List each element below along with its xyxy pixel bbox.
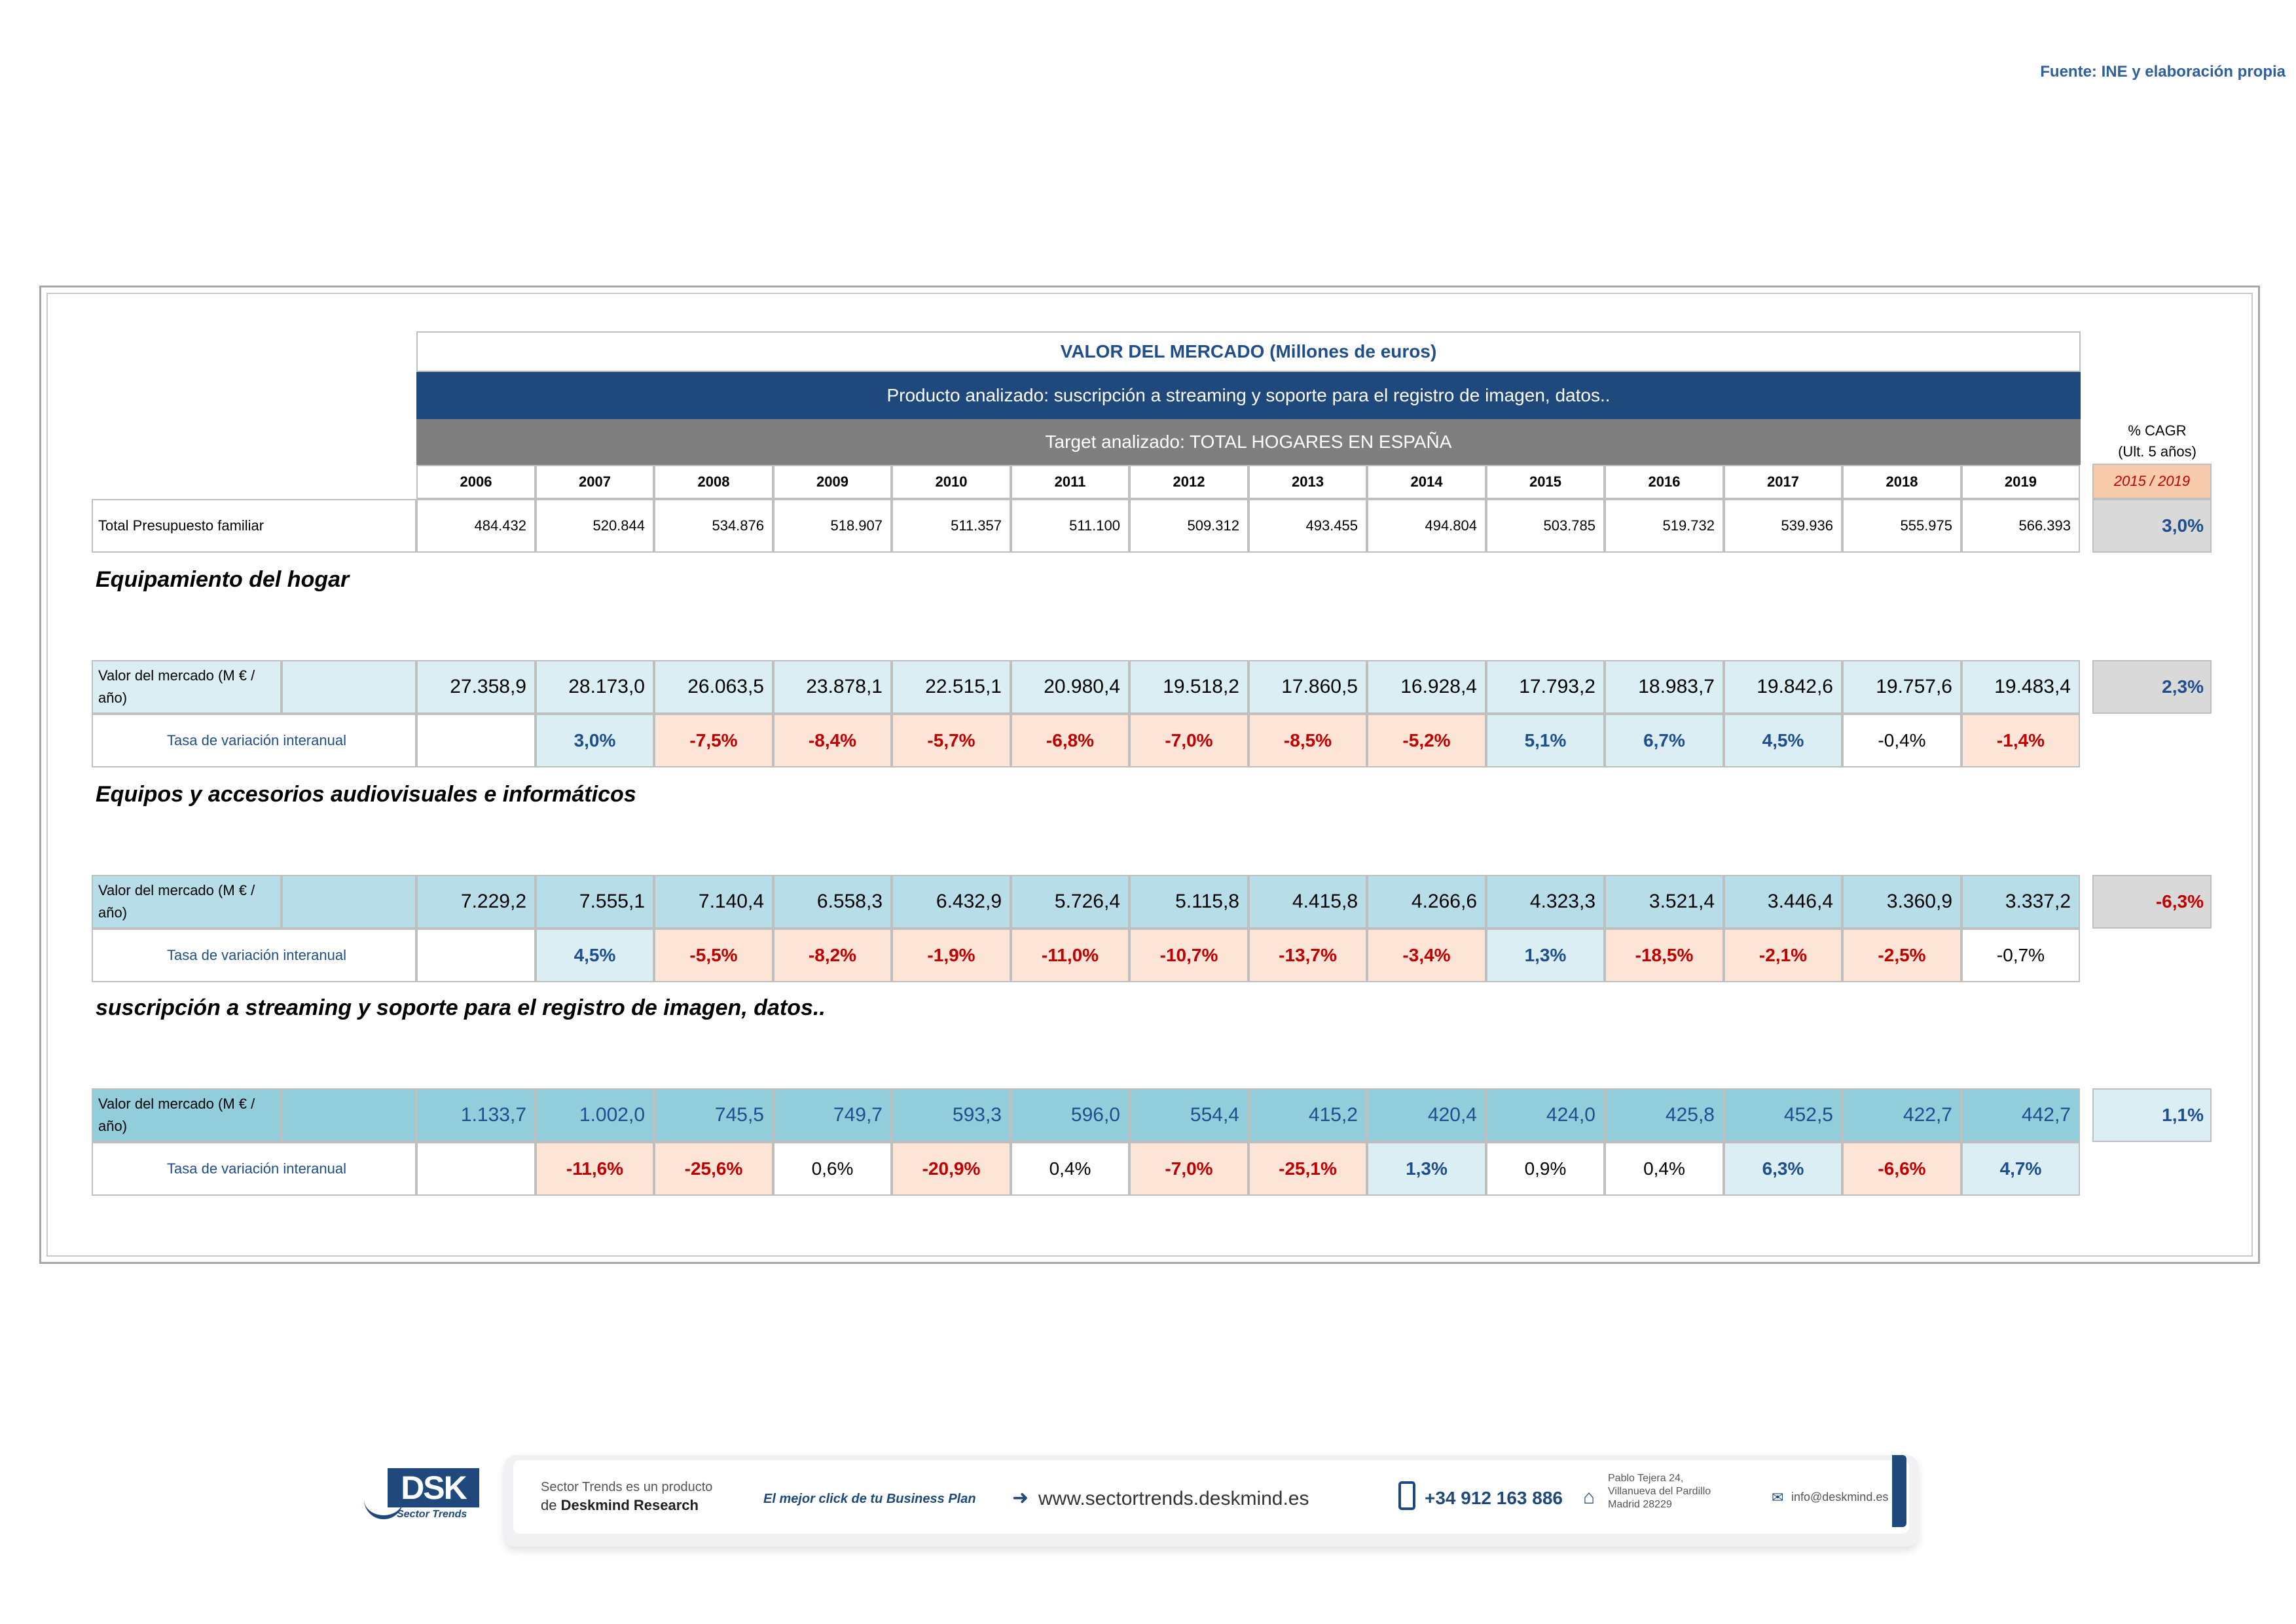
- variation-rate: -18,5%: [1605, 929, 1724, 982]
- phone-number: +34 912 163 886: [1425, 1488, 1563, 1508]
- market-value: 7.140,4: [654, 875, 773, 929]
- dsk-logo: [364, 1468, 495, 1534]
- variation-rate: -8,5%: [1248, 714, 1367, 767]
- market-value-label-pad: [282, 875, 416, 929]
- section-title: suscripción a streaming y soporte para el registro de imagen, datos..: [96, 995, 826, 1020]
- market-value: 452,5: [1724, 1088, 1842, 1142]
- logo-subtitle: Sector Trends: [397, 1509, 467, 1520]
- year-header: 2016: [1605, 465, 1724, 499]
- product-line-prefix: de: [541, 1497, 557, 1513]
- variation-rate: 0,4%: [1605, 1142, 1724, 1196]
- market-value-label-pad: [282, 1088, 416, 1142]
- market-value: 7.555,1: [536, 875, 654, 929]
- variation-rate: -7,0%: [1129, 1142, 1248, 1196]
- source-note: Fuente: INE y elaboración propia: [2040, 63, 2286, 81]
- variation-rate: -5,7%: [892, 714, 1011, 767]
- year-header: 2017: [1724, 465, 1842, 499]
- year-header: 2009: [773, 465, 892, 499]
- market-cagr: 1,1%: [2092, 1088, 2212, 1142]
- market-value: 554,4: [1129, 1088, 1248, 1142]
- market-value: 3.337,2: [1961, 875, 2080, 929]
- year-header: 2015: [1486, 465, 1605, 499]
- market-value: 6.432,9: [892, 875, 1011, 929]
- section-title: Equipos y accesorios audiovisuales e informáticos: [96, 782, 636, 807]
- address-line-1: Pablo Tejera 24,: [1608, 1473, 1684, 1484]
- product-line-1: Sector Trends es un producto: [541, 1480, 713, 1494]
- variation-rate: -5,5%: [654, 929, 773, 982]
- website-icon: ➜: [1012, 1487, 1029, 1509]
- market-value: 4.415,8: [1248, 875, 1367, 929]
- variation-rate: -6,8%: [1011, 714, 1129, 767]
- cagr-header: [2092, 420, 2222, 462]
- budget-value: 503.785: [1486, 499, 1605, 553]
- variation-rate: -20,9%: [892, 1142, 1011, 1196]
- year-header: 2013: [1248, 465, 1367, 499]
- market-value: 442,7: [1961, 1088, 2080, 1142]
- year-header: 2006: [416, 465, 536, 499]
- variation-rate: -7,0%: [1129, 714, 1248, 767]
- market-cagr: 2,3%: [2092, 660, 2212, 714]
- variation-rate: -25,6%: [654, 1142, 773, 1196]
- variation-rate: -11,6%: [536, 1142, 654, 1196]
- market-value: 17.860,5: [1248, 660, 1367, 714]
- market-value: 1.133,7: [416, 1088, 536, 1142]
- variation-rate: 1,3%: [1367, 1142, 1486, 1196]
- variation-rate: 4,5%: [536, 929, 654, 982]
- variation-rate: -11,0%: [1011, 929, 1129, 982]
- variation-rate: 4,7%: [1961, 1142, 2080, 1196]
- market-value-label-pad: [282, 660, 416, 714]
- email-link[interactable]: info@deskmind.es: [1791, 1490, 1889, 1504]
- variation-rate: -6,6%: [1842, 1142, 1961, 1196]
- market-value: 4.266,6: [1367, 875, 1486, 929]
- logo-text: DSK: [388, 1468, 479, 1507]
- variation-rate: 3,0%: [536, 714, 654, 767]
- variation-rate: -8,4%: [773, 714, 892, 767]
- variation-rate: 0,9%: [1486, 1142, 1605, 1196]
- variation-rate: -1,9%: [892, 929, 1011, 982]
- market-value: 3.360,9: [1842, 875, 1961, 929]
- brand-name: Deskmind Research: [560, 1497, 699, 1513]
- year-header: 2014: [1367, 465, 1486, 499]
- market-value: 596,0: [1011, 1088, 1129, 1142]
- market-value: 19.483,4: [1961, 660, 2080, 714]
- variation-rate: -25,1%: [1248, 1142, 1367, 1196]
- market-cagr: -6,3%: [2092, 875, 2212, 929]
- market-value: 420,4: [1367, 1088, 1486, 1142]
- market-value-label: Valor del mercado (M € / año): [92, 1088, 282, 1142]
- year-header: 2011: [1011, 465, 1129, 499]
- market-value: 27.358,9: [416, 660, 536, 714]
- phone-icon: [1398, 1481, 1415, 1510]
- budget-value: 519.732: [1605, 499, 1724, 553]
- variation-rate: [416, 929, 536, 982]
- market-value: 593,3: [892, 1088, 1011, 1142]
- budget-value: 511.100: [1011, 499, 1129, 553]
- budget-value: 518.907: [773, 499, 892, 553]
- contact-banner: [504, 1455, 1918, 1547]
- market-value: 19.842,6: [1724, 660, 1842, 714]
- market-value: 4.323,3: [1486, 875, 1605, 929]
- variation-rate: -3,4%: [1367, 929, 1486, 982]
- market-value: 424,0: [1486, 1088, 1605, 1142]
- table-title: VALOR DEL MERCADO (Millones de euros): [416, 331, 2081, 372]
- budget-label: Total Presupuesto familiar: [92, 499, 416, 553]
- market-value: 745,5: [654, 1088, 773, 1142]
- variation-rate: -13,7%: [1248, 929, 1367, 982]
- market-value: 422,7: [1842, 1088, 1961, 1142]
- market-value: 5.726,4: [1011, 875, 1129, 929]
- budget-value: 509.312: [1129, 499, 1248, 553]
- product-line-2: [541, 1497, 699, 1514]
- cagr-header-line-2: (Ult. 5 años): [2118, 443, 2196, 460]
- year-header: 2012: [1129, 465, 1248, 499]
- market-value: 28.173,0: [536, 660, 654, 714]
- market-value-label: Valor del mercado (M € / año): [92, 660, 282, 714]
- variation-rate: -1,4%: [1961, 714, 2080, 767]
- budget-value: 493.455: [1248, 499, 1367, 553]
- variation-rate: -2,5%: [1842, 929, 1961, 982]
- budget-value: 511.357: [892, 499, 1011, 553]
- variation-rate: -0,7%: [1961, 929, 2080, 982]
- market-value: 5.115,8: [1129, 875, 1248, 929]
- market-value-label: Valor del mercado (M € / año): [92, 875, 282, 929]
- website-link[interactable]: www.sectortrends.deskmind.es: [1038, 1488, 1309, 1509]
- variation-rate: 4,5%: [1724, 714, 1842, 767]
- cagr-header-line-1: % CAGR: [2128, 422, 2187, 439]
- variation-rate: 1,3%: [1486, 929, 1605, 982]
- year-header: 2018: [1842, 465, 1961, 499]
- address-line-3: Madrid 28229: [1608, 1499, 1672, 1510]
- budget-value: 539.936: [1724, 499, 1842, 553]
- budget-value: 494.804: [1367, 499, 1486, 553]
- address-line-2: Villanueva del Pardillo: [1608, 1486, 1711, 1497]
- market-value: 3.446,4: [1724, 875, 1842, 929]
- budget-value: 534.876: [654, 499, 773, 553]
- year-header: 2019: [1961, 465, 2080, 499]
- budget-cagr: 3,0%: [2092, 499, 2212, 553]
- home-icon: ⌂: [1583, 1486, 1595, 1508]
- market-value: 3.521,4: [1605, 875, 1724, 929]
- rate-label: Tasa de variación interanual: [92, 929, 416, 982]
- year-header: 2007: [536, 465, 654, 499]
- market-value: 19.757,6: [1842, 660, 1961, 714]
- variation-rate: 0,6%: [773, 1142, 892, 1196]
- mail-icon: ✉: [1772, 1489, 1784, 1505]
- rate-label: Tasa de variación interanual: [92, 1142, 416, 1196]
- market-value: 18.983,7: [1605, 660, 1724, 714]
- banner-edge-accent: [1892, 1455, 1906, 1527]
- variation-rate: [416, 714, 536, 767]
- slogan: El mejor click de tu Business Plan: [763, 1492, 976, 1506]
- budget-value: 484.432: [416, 499, 536, 553]
- variation-rate: -10,7%: [1129, 929, 1248, 982]
- year-header: 2008: [654, 465, 773, 499]
- variation-rate: 0,4%: [1011, 1142, 1129, 1196]
- variation-rate: -8,2%: [773, 929, 892, 982]
- market-value: 23.878,1: [773, 660, 892, 714]
- market-value: 20.980,4: [1011, 660, 1129, 714]
- variation-rate: 5,1%: [1486, 714, 1605, 767]
- target-banner: Target analizado: TOTAL HOGARES EN ESPAÑA: [416, 419, 2081, 465]
- market-value: 16.928,4: [1367, 660, 1486, 714]
- variation-rate: -0,4%: [1842, 714, 1961, 767]
- variation-rate: [416, 1142, 536, 1196]
- variation-rate: 6,7%: [1605, 714, 1724, 767]
- footer-banner: [364, 1452, 1922, 1557]
- market-value: 26.063,5: [654, 660, 773, 714]
- market-value: 6.558,3: [773, 875, 892, 929]
- variation-rate: -5,2%: [1367, 714, 1486, 767]
- product-banner: Producto analizado: suscripción a streaming y soporte para el registro de imagen, datos..: [416, 372, 2081, 419]
- market-value: 749,7: [773, 1088, 892, 1142]
- address: [1608, 1472, 1711, 1511]
- budget-value: 520.844: [536, 499, 654, 553]
- variation-rate: -7,5%: [654, 714, 773, 767]
- year-header: 2010: [892, 465, 1011, 499]
- cagr-period: 2015 / 2019: [2092, 464, 2212, 499]
- budget-value: 566.393: [1961, 499, 2080, 553]
- variation-rate: -2,1%: [1724, 929, 1842, 982]
- section-title: Equipamiento del hogar: [96, 567, 350, 592]
- market-value: 1.002,0: [536, 1088, 654, 1142]
- budget-value: 555.975: [1842, 499, 1961, 553]
- market-value: 415,2: [1248, 1088, 1367, 1142]
- market-value: 22.515,1: [892, 660, 1011, 714]
- market-value: 7.229,2: [416, 875, 536, 929]
- market-value: 17.793,2: [1486, 660, 1605, 714]
- rate-label: Tasa de variación interanual: [92, 714, 416, 767]
- variation-rate: 6,3%: [1724, 1142, 1842, 1196]
- market-value: 19.518,2: [1129, 660, 1248, 714]
- market-value: 425,8: [1605, 1088, 1724, 1142]
